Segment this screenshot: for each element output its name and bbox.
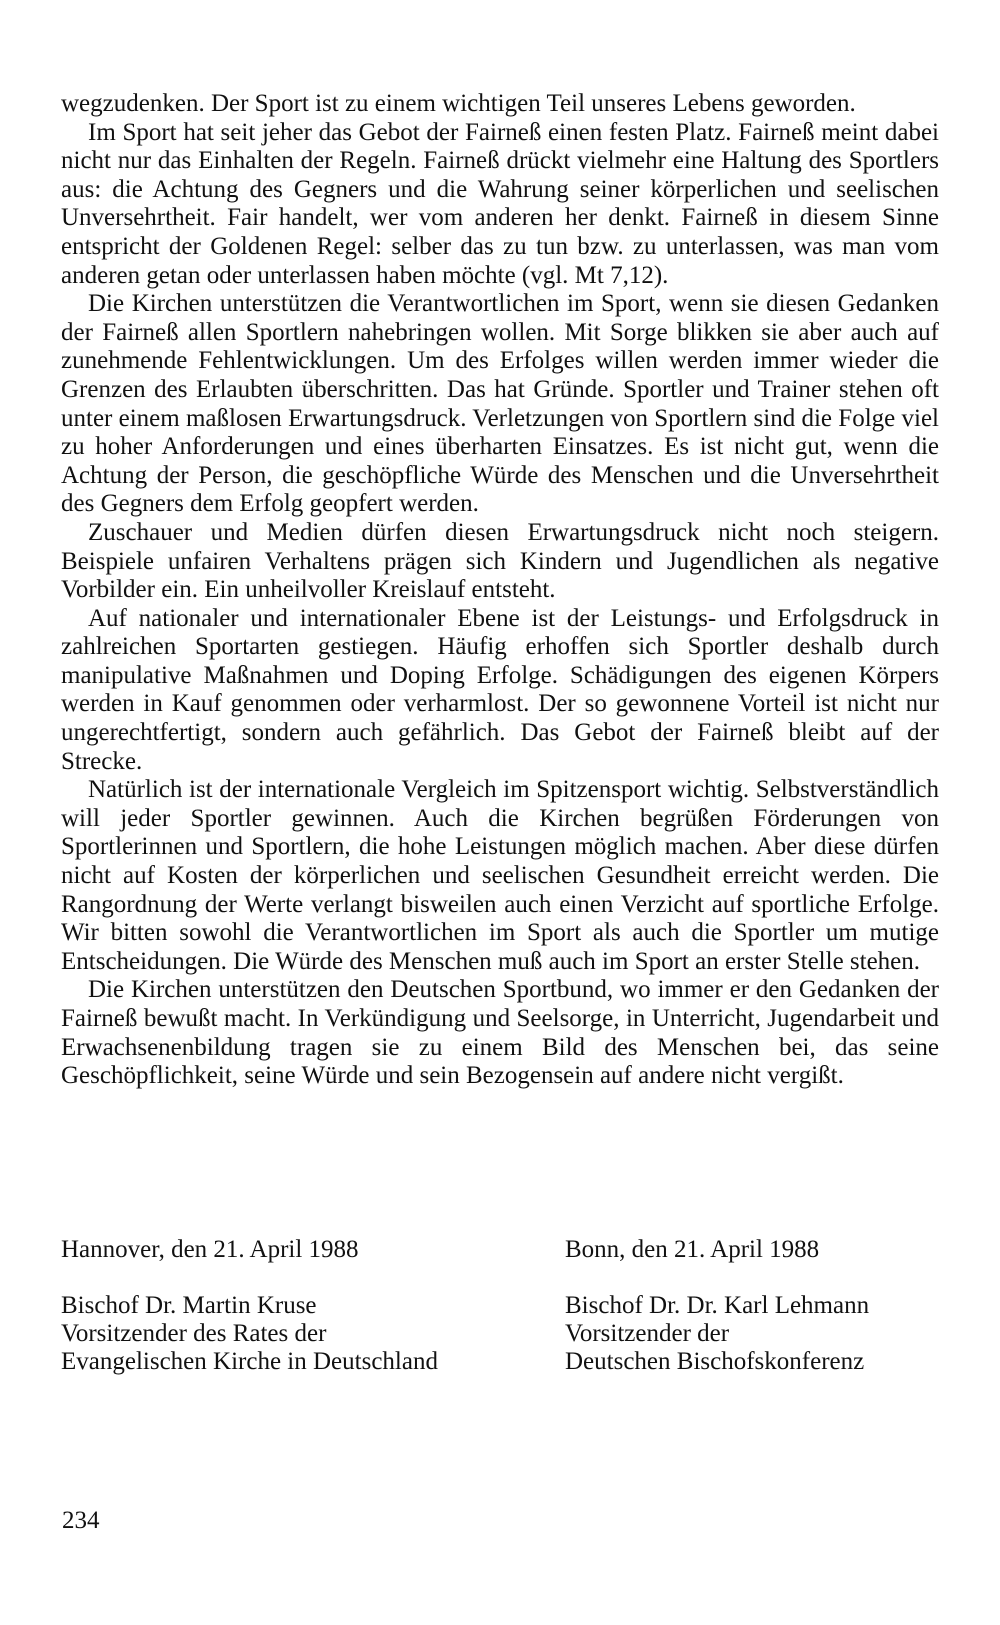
paragraph-competition: Natürlich ist der internationale Vergleich im Spitzensport wichtig. Selbstverständlich will jeder Sportler gewinnen. Auch die Kirchen begrüßen Förderungen von Sportlerinnen und Sportlern, die hohe Leistungen möglich machen. Aber diese dürfen nicht auf Kosten der körperlichen und seelischen Gesundheit erreicht werden. Die Rangordnung der Werte verlangt bisweilen auch einen Verzicht auf sportliche Erfolge. Wir bitten sowohl die Verantwortlichen im Sport als auch die Sportler um mutige Entscheidungen. Die Würde des Menschen muß auch im Sport an erster Stelle stehen. bbox=[61, 776, 939, 975]
signature-left-role-line1: Vorsitzender des Rates der bbox=[61, 1320, 327, 1347]
signature-right-date: Bonn, den 21. April 1988 bbox=[565, 1236, 820, 1263]
paragraph-church-support: Die Kirchen unterstützen die Verantwortlichen im Sport, wenn sie diesen Gedanken der Fairneß allen Sportlern nahebringen wollen. Mit Sorge blikken sie aber auch auf zunehmende Fehlentwicklungen. Um des Erfolges willen werden immer wieder die Grenzen des Erlaubten überschritten. Das hat Gründe. Sportler und Trainer stehen oft unter einem maßlosen Erwartungsdruck. Verletzungen von Sportlern sind die Folge viel zu hoher Anforderungen und eines überharten Einsatzes. Es ist nicht gut, wenn die Achtung der Person, die geschöpfliche Würde des Menschen und die Unversehrtheit des Gegners dem Erfolg geopfert werden. bbox=[61, 290, 939, 518]
signature-right-role-line2: Deutschen Bischofskonferenz bbox=[565, 1348, 865, 1375]
paragraph-spectators-media: Zuschauer und Medien dürfen diesen Erwartungsdruck nicht noch steigern. Beispiele unfairen Verhaltens prägen sich Kindern und Jugendlichen als negative Vorbilder ein. Ein unheilvoller Kreislauf entsteht. bbox=[61, 518, 939, 604]
document-body bbox=[61, 90, 939, 1091]
paragraph-doping: Auf nationaler und internationaler Ebene ist der Leistungs- und Erfolgsdruck in zahlreichen Sportarten gestiegen. Häufig erhoffen sich Sportler deshalb durch manipulative Maßnahmen und Doping Erfolge. Schädigungen des eigenen Körpers werden in Kauf genommen oder verharmlost. Der so gewonnene Vorteil ist nicht nur ungerechtfertigt, sondern auch gefährlich. Das Gebot der Fairneß bleibt auf der Strecke. bbox=[61, 604, 939, 775]
signature-right bbox=[565, 1236, 869, 1376]
signature-right-role-line1: Vorsitzender der bbox=[565, 1320, 730, 1347]
paragraph-continuation: wegzudenken. Der Sport ist zu einem wichtigen Teil unseres Lebens geworden. bbox=[61, 90, 856, 117]
paragraph-conclusion: Die Kirchen unterstützen den Deutschen Sportbund, wo immer er den Gedanken der Fairneß bewußt macht. In Verkündigung und Seelsorge, in Unterricht, Jugendarbeit und Erwachsenenbildung tragen sie zu einem Bild des Menschen bei, das seine Geschöpflichkeit, seine Würde und sein Bezogensein auf andere nicht vergißt. bbox=[61, 976, 939, 1090]
signature-right-name: Bischof Dr. Dr. Karl Lehmann bbox=[565, 1292, 870, 1319]
signature-left bbox=[61, 1236, 438, 1376]
signature-left-name: Bischof Dr. Martin Kruse bbox=[61, 1292, 317, 1319]
page-number: 234 bbox=[62, 1507, 100, 1534]
paragraph-fairness-definition: Im Sport hat seit jeher das Gebot der Fairneß einen festen Platz. Fairneß meint dabei nicht nur das Einhalten der Regeln. Fairneß drückt vielmehr eine Haltung des Sportlers aus: die Achtung des Gegners und die Wahrung seiner körperlichen und seelischen Unversehrtheit. Fair handelt, wer vom anderen her denkt. Fairneß in diesem Sinne entspricht der Goldenen Regel: selber das zu tun bzw. zu unterlassen, was man vom anderen getan oder unterlassen haben möchte (vgl. Mt 7,12). bbox=[61, 118, 939, 289]
signature-left-date: Hannover, den 21. April 1988 bbox=[61, 1236, 359, 1263]
signature-left-role-line2: Evangelischen Kirche in Deutschland bbox=[61, 1348, 438, 1375]
